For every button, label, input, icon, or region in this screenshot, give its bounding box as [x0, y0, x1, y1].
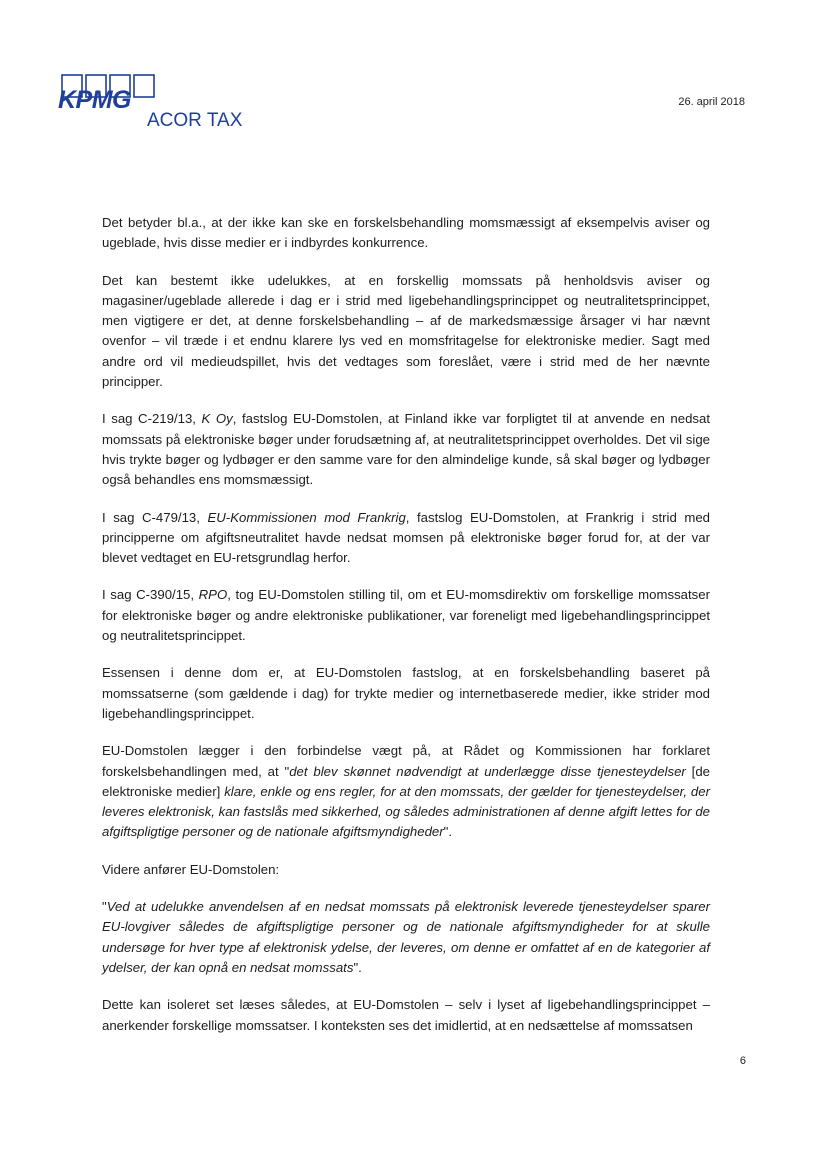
paragraph-6: Essensen i denne dom er, at EU-Domstolen fastslog, at en forskelsbehandling baseret på momssatserne (som gældende i dag) for trykte medier og internetbaserede medier, ikke strider mod ligebehandlingsprincippet. [102, 665, 710, 721]
logo-kpmg-text: KPMG [58, 86, 131, 114]
logo-graphic [58, 74, 258, 130]
quote-1: det blev skønnet nødvendigt at underlægge disse tjenesteydelser [289, 763, 686, 779]
logo-box-4 [134, 75, 154, 97]
page-number: 6 [739, 1055, 746, 1067]
logo-acor-tax-text: ACOR TAX [147, 110, 243, 130]
paragraph-3: I sag C-219/13, K Oy, fastslog EU-Domstolen, at Finland ikke var forpligtet til at anvende en nedsat momssats på elektroniske bøger under forudsætning af, at neutralitetsprincippet overholdes. Det vil sige hvis trykte bøger og lydbøger er den samme vare for den almindelige kunde, så skal bøger og lydbøger også behandles ens momsmæssigt. [102, 411, 710, 488]
paragraph-1: Det betyder bl.a., at der ikke kan ske en forskelsbehandling momsmæssigt af eksempelvis aviser og ugeblade, hvis disse medier er i indbyrdes konkurrence. [102, 215, 710, 251]
case-name-k-oy: K Oy [201, 411, 233, 427]
paragraph-2: Det kan bestemt ikke udelukkes, at en forskellig momssats på henholdsvis aviser og magasiner/ugeblade allerede i dag er i strid med ligebehandlingsprincippet og neutralitetsprincippet, men vigtigere er det, at denne forskelsbehandling – af de markedsmæssige årsager vi har nævnt ovenfor – vil træde i et endnu klarere lys ved en momsfritagelse for elektroniske medier. Sagt med andre ord vil medieudspillet, hvis det vedtages som foreslået, være i strid med de her nævnte principper. [102, 272, 710, 390]
case-name-kommissionen-frankrig: EU-Kommissionen mod Frankrig [207, 509, 406, 525]
quote-2: klare, enkle og ens regler, for at den momssats, der gælder for tjenesteydelser, der leveres elektronisk, kan fastslås med sikkerhed, og således administrationen af denne afgift lettes for de afgiftspligtige personer og de nationale afgiftsmyndigheder [102, 783, 710, 840]
kpmg-acor-tax-logo [58, 74, 258, 130]
paragraph-5: I sag C-390/15, RPO, tog EU-Domstolen stilling til, om et EU-momsdirektiv om forskellige momssatser for elektroniske bøger og andre elektroniske publikationer, var foreneligt med ligebehandlingsprincippet og neutralitetsprincippet. [102, 587, 710, 644]
paragraph-7: EU-Domstolen lægger i den forbindelse vægt på, at Rådet og Kommissionen har forklaret forskelsbehandlingen med, at "det blev skønnet nødvendigt at underlægge disse tjenesteydelser [de elektroniske medier] klare, enkle og ens regler, for at den momssats, der gælder for tjenesteydelser, der leveres elektronisk, kan fastslås med sikkerhed, og således administrationen af denne afgift lettes for de afgiftspligtige personer og de nationale afgiftsmyndigheder". [102, 743, 710, 840]
paragraph-9: "Ved at udelukke anvendelsen af en nedsat momssats på elektronisk leverede tjenesteydelser sparer EU-lovgiver således de afgiftspligtige personer og de nationale afgiftsmyndigheder for at skulle undersøge for hver type af elektronisk ydelse, der leveres, om denne er omfattet af en de kategorier af ydelser, der kan opnå en nedsat momssats". [102, 899, 710, 975]
paragraph-10: Dette kan isoleret set læses således, at EU-Domstolen – selv i lyset af ligebehandlingsprincippet – anerkender forskellige momssatser. I konteksten ses det imidlertid, at en nedsættelse af momssatsen [102, 997, 710, 1033]
paragraph-4: I sag C-479/13, EU-Kommissionen mod Frankrig, fastslog EU-Domstolen, at Frankrig i strid med principperne om afgiftsneutralitet havde nedsat momsen på elektroniske bøger forud for, at der var blevet vedtaget en EU-retsgrundlag herfor. [102, 509, 710, 566]
paragraph-8: Videre anfører EU-Domstolen: [102, 861, 280, 877]
document-body [102, 213, 710, 1036]
block-quote: Ved at udelukke anvendelsen af en nedsat momssats på elektronisk leverede tjenesteydelser sparer EU-lovgiver således de afgiftspligtige personer og de nationale afgiftsmyndigheder for at skulle undersøge for hver type af elektronisk ydelse, der leveres, om denne er omfattet af en de kategorier af ydelser, der kan opnå en nedsat momssats [102, 899, 710, 975]
case-name-rpo: RPO [198, 587, 228, 603]
document-date: 26. april 2018 [678, 96, 745, 108]
